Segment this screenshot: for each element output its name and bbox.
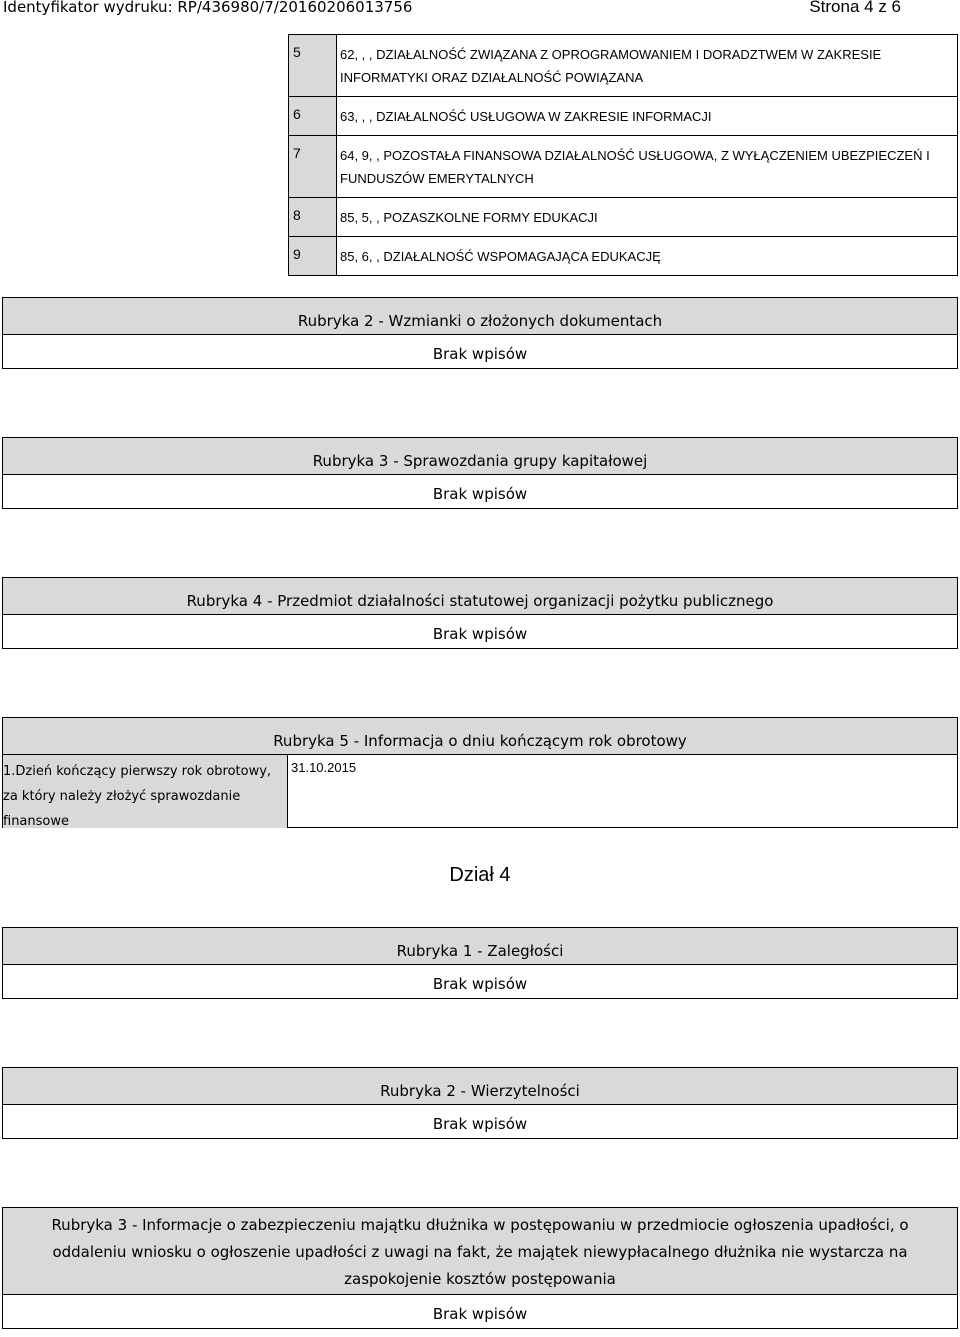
row-text: 64, 9, , POZOSTAŁA FINANSOWA DZIAŁALNOŚĆ USŁUGOWA, Z WYŁĄCZENIEM UBEZPIECZEŃ I FUNDUSZÓW EMERYTALNYCH (340, 148, 930, 186)
section-wierzytelnosci (2, 1067, 958, 1139)
section-title: Rubryka 2 - Wzmianki o złożonych dokumentach (3, 298, 957, 335)
row-number: 6 (289, 97, 337, 135)
table-row (289, 35, 957, 96)
section-body: Brak wpisów (432, 625, 528, 643)
section-title: Rubryka 3 - Informacje o zabezpieczeniu majątku dłużnika w postępowaniu w przedmiocie ogłoszenia upadłości, o oddaleniu wniosku o ogłoszenie upadłości z uwagi na fakt, że majątek niewypłacalnego dłużnika nie wystarcza na zaspokojenie kosztów postępowania (3, 1208, 957, 1295)
row-text: 85, 6, , DZIAŁALNOŚĆ WSPOMAGAJĄCA EDUKACJĘ (340, 249, 661, 264)
section-body: Brak wpisów (432, 1305, 528, 1323)
section-zaleglosci (2, 927, 958, 999)
section-title: Rubryka 2 - Wierzytelności (3, 1068, 957, 1105)
row-text: 85, 5, , POZASZKOLNE FORMY EDUKACJI (340, 210, 598, 225)
row-text: 63, , , DZIAŁALNOŚĆ USŁUGOWA W ZAKRESIE INFORMACJI (340, 109, 712, 124)
section-body: Brak wpisów (432, 485, 528, 503)
section-title-text: Rubryka 5 - Informacja o dniu kończącym rok obrotowy (273, 732, 687, 750)
row-number: 5 (289, 35, 337, 96)
field-value: 31.10.2015 (291, 760, 357, 775)
section-rubryka-5 (2, 717, 958, 828)
row-number: 7 (289, 136, 337, 197)
dzial-title: Dział 4 (449, 864, 511, 886)
section-title: Rubryka 1 - Zaległości (3, 928, 957, 965)
section-title: Rubryka 4 - Przedmiot działalności statutowej organizacji pożytku publicznego (3, 578, 957, 615)
pkd-table (288, 34, 958, 276)
field-label: 1.Dzień kończący pierwszy rok obrotowy, za który należy złożyć sprawozdanie finansowe (3, 755, 288, 828)
section-rubryka-2 (2, 297, 958, 369)
table-row (289, 236, 957, 275)
section-body: Brak wpisów (432, 1115, 528, 1133)
table-row (289, 135, 957, 197)
section-body: Brak wpisów (432, 975, 528, 993)
row-number: 9 (289, 237, 337, 275)
row-text: 62, , , DZIAŁALNOŚĆ ZWIĄZANA Z OPROGRAMOWANIEM I DORADZTWEM W ZAKRESIE INFORMATYKI ORAZ DZIAŁALNOŚĆ POWIĄZANA (340, 47, 882, 85)
page-number: Strona 4 z 6 (809, 0, 901, 16)
section-zabezpieczenie (2, 1207, 958, 1329)
table-row (3, 755, 957, 828)
section-title (3, 718, 957, 755)
print-identifier: Identyfikator wydruku: RP/436980/7/20160206013756 (3, 0, 413, 16)
section-body: Brak wpisów (432, 345, 528, 363)
table-row (289, 96, 957, 135)
table-row (289, 197, 957, 236)
section-title: Rubryka 3 - Sprawozdania grupy kapitałowej (3, 438, 957, 475)
section-rubryka-4 (2, 577, 958, 649)
row-number: 8 (289, 198, 337, 236)
section-rubryka-3 (2, 437, 958, 509)
